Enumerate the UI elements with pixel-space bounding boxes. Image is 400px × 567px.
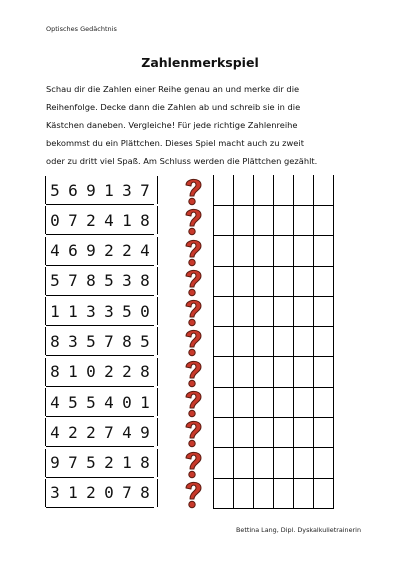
answer-box[interactable]: [254, 205, 274, 235]
answer-box[interactable]: [274, 478, 294, 508]
answer-box[interactable]: [254, 478, 274, 508]
digit: 5: [46, 266, 64, 296]
answer-box[interactable]: [314, 387, 334, 417]
answer-box[interactable]: [314, 478, 334, 508]
digit: 5: [140, 331, 150, 351]
digit: 8: [122, 331, 132, 351]
instruction-line: Reihenfolge. Decke dann die Zahlen ab und schreib sie in die: [46, 102, 301, 112]
answer-boxes: [213, 478, 334, 509]
answer-box[interactable]: [274, 357, 294, 387]
digit: 2: [122, 241, 132, 261]
digit: 8: [140, 453, 150, 473]
digit: 2: [86, 422, 96, 442]
answer-box[interactable]: [254, 175, 274, 205]
digit-group: [46, 448, 154, 478]
digit: 4: [46, 236, 64, 266]
digit: 7: [68, 271, 78, 291]
digit: 5: [86, 453, 96, 473]
answer-box[interactable]: [214, 266, 234, 296]
digit: 1: [122, 453, 132, 473]
answer-box[interactable]: [294, 417, 314, 447]
answer-box[interactable]: [254, 448, 274, 478]
digit: 5: [122, 301, 132, 321]
answer-box[interactable]: [234, 296, 254, 326]
digit: 0: [140, 301, 150, 321]
digit: 3: [122, 271, 132, 291]
answer-box[interactable]: [314, 417, 334, 447]
digit: 1: [68, 301, 78, 321]
answer-box[interactable]: [214, 175, 234, 205]
answer-boxes: [213, 236, 334, 267]
digit-group: [46, 478, 154, 508]
digit: 8: [86, 271, 96, 291]
answer-box[interactable]: [314, 448, 334, 478]
digit: 6: [68, 241, 78, 261]
answer-box[interactable]: [314, 205, 334, 235]
answer-boxes: [213, 417, 334, 448]
answer-box[interactable]: [214, 357, 234, 387]
answer-box[interactable]: [294, 175, 314, 205]
answer-box[interactable]: [294, 357, 314, 387]
digit: 1: [140, 392, 150, 412]
answer-box[interactable]: [214, 417, 234, 447]
digit: 1: [46, 296, 64, 326]
answer-box[interactable]: [294, 326, 314, 356]
digit-group: [46, 205, 154, 235]
digit-group: [46, 357, 154, 387]
question-mark-icon: [178, 417, 208, 449]
answer-box[interactable]: [294, 387, 314, 417]
digit: 7: [140, 180, 150, 200]
digit: 1: [122, 210, 132, 230]
answer-box[interactable]: [314, 357, 334, 387]
digit-group: [46, 387, 154, 417]
question-mark-icon: [178, 387, 208, 419]
digit: 4: [46, 417, 64, 447]
answer-boxes: [213, 448, 334, 479]
digit: 8: [140, 483, 150, 503]
question-mark-icon: [178, 296, 208, 328]
digit: 2: [122, 362, 132, 382]
digit: 4: [46, 387, 64, 417]
answer-box[interactable]: [234, 266, 254, 296]
digit: 2: [86, 210, 96, 230]
digit: 1: [68, 483, 78, 503]
answer-box[interactable]: [274, 326, 294, 356]
digit: 7: [122, 483, 132, 503]
digit-group: [46, 296, 154, 326]
answer-box[interactable]: [234, 357, 254, 387]
question-mark-icon: [178, 478, 208, 510]
answer-box[interactable]: [234, 236, 254, 266]
digit: 8: [140, 271, 150, 291]
page-header: Optisches Gedächtnis: [46, 25, 117, 33]
instruction-line: oder zu dritt viel Spaß. Am Schluss werden die Plättchen gezählt.: [46, 156, 318, 166]
digit: 5: [46, 175, 64, 205]
answer-box[interactable]: [314, 175, 334, 205]
answer-boxes: [213, 387, 334, 418]
answer-box[interactable]: [294, 236, 314, 266]
instruction-line: Kästchen daneben. Vergleiche! Für jede richtige Zahlenreihe: [46, 120, 298, 130]
digit: 1: [104, 180, 114, 200]
digit-group: [46, 266, 154, 296]
digit: 4: [104, 210, 114, 230]
digit: 3: [46, 478, 64, 508]
answer-boxes: [213, 175, 334, 206]
answer-box[interactable]: [254, 236, 274, 266]
answer-box[interactable]: [234, 387, 254, 417]
digit: 7: [104, 331, 114, 351]
page-footer: Bettina Lang, Dipl. Dyskalkulietrainerin: [236, 526, 361, 534]
digit: 1: [68, 362, 78, 382]
answer-box[interactable]: [214, 478, 234, 508]
digit-group: [46, 417, 154, 447]
answer-box[interactable]: [254, 417, 274, 447]
digit: 2: [104, 453, 114, 473]
answer-box[interactable]: [274, 387, 294, 417]
digit: 3: [104, 301, 114, 321]
digit: 2: [104, 241, 114, 261]
answer-box[interactable]: [254, 326, 274, 356]
question-mark-icon: [178, 357, 208, 389]
digit: 7: [68, 453, 78, 473]
digit: 3: [86, 301, 96, 321]
question-mark-icon: [178, 326, 208, 358]
answer-box[interactable]: [274, 175, 294, 205]
answer-boxes: [213, 296, 334, 327]
answer-boxes: [213, 205, 334, 236]
answer-box[interactable]: [214, 387, 234, 417]
answer-box[interactable]: [274, 296, 294, 326]
answer-box[interactable]: [294, 448, 314, 478]
answer-box[interactable]: [294, 478, 314, 508]
digit: 5: [104, 271, 114, 291]
digit: 2: [86, 483, 96, 503]
answer-box[interactable]: [214, 296, 234, 326]
digit: 8: [46, 326, 64, 356]
digit-group: [46, 175, 154, 205]
answer-box[interactable]: [314, 266, 334, 296]
answer-box[interactable]: [314, 296, 334, 326]
digit: 4: [122, 422, 132, 442]
answer-box[interactable]: [234, 326, 254, 356]
digit: 0: [104, 483, 114, 503]
instruction-line: bekommst du ein Plättchen. Dieses Spiel macht auch zu zweit: [46, 138, 304, 148]
digit: 7: [104, 422, 114, 442]
answer-box[interactable]: [234, 417, 254, 447]
answer-boxes: [213, 357, 334, 388]
digit: 8: [140, 210, 150, 230]
digit: 4: [140, 241, 150, 261]
digit: 9: [46, 448, 64, 478]
digit: 4: [104, 392, 114, 412]
answer-box[interactable]: [274, 448, 294, 478]
answer-box[interactable]: [254, 266, 274, 296]
digit: 9: [86, 241, 96, 261]
answer-box[interactable]: [214, 448, 234, 478]
question-mark-icon: [178, 175, 208, 207]
question-mark-icon: [178, 236, 208, 268]
digit: 7: [68, 210, 78, 230]
digit: 8: [46, 357, 64, 387]
answer-box[interactable]: [234, 205, 254, 235]
digit: 9: [140, 422, 150, 442]
answer-box[interactable]: [294, 266, 314, 296]
digit: 6: [68, 180, 78, 200]
digit: 3: [122, 180, 132, 200]
digit: 5: [86, 392, 96, 412]
question-mark-icon: [178, 448, 208, 480]
digit: 0: [86, 362, 96, 382]
page-title: Zahlenmerkspiel: [141, 55, 259, 70]
answer-boxes: [213, 326, 334, 357]
answer-box[interactable]: [254, 296, 274, 326]
question-mark-icon: [178, 205, 208, 237]
digit: 9: [86, 180, 96, 200]
digit: 3: [68, 331, 78, 351]
digit-group: [46, 326, 154, 356]
digit: 2: [104, 362, 114, 382]
answer-box[interactable]: [274, 205, 294, 235]
digit: 2: [68, 422, 78, 442]
digit: 8: [140, 362, 150, 382]
answer-box[interactable]: [234, 448, 254, 478]
digit: 0: [46, 205, 64, 235]
answer-box[interactable]: [314, 236, 334, 266]
answer-box[interactable]: [234, 175, 254, 205]
digit-group: [46, 236, 154, 266]
answer-box[interactable]: [294, 205, 314, 235]
answer-box[interactable]: [214, 205, 234, 235]
answer-boxes: [213, 266, 334, 297]
answer-box[interactable]: [254, 387, 274, 417]
digit: 5: [68, 392, 78, 412]
answer-box[interactable]: [234, 478, 254, 508]
digit: 0: [122, 392, 132, 412]
question-mark-icon: [178, 266, 208, 298]
answer-box[interactable]: [274, 417, 294, 447]
answer-box[interactable]: [214, 326, 234, 356]
digit: 5: [86, 331, 96, 351]
answer-box[interactable]: [314, 326, 334, 356]
answer-box[interactable]: [274, 236, 294, 266]
answer-box[interactable]: [294, 296, 314, 326]
answer-box[interactable]: [214, 236, 234, 266]
instruction-line: Schau dir die Zahlen einer Reihe genau an und merke dir die: [46, 84, 300, 94]
answer-box[interactable]: [254, 357, 274, 387]
instructions: [46, 80, 368, 170]
answer-box[interactable]: [274, 266, 294, 296]
